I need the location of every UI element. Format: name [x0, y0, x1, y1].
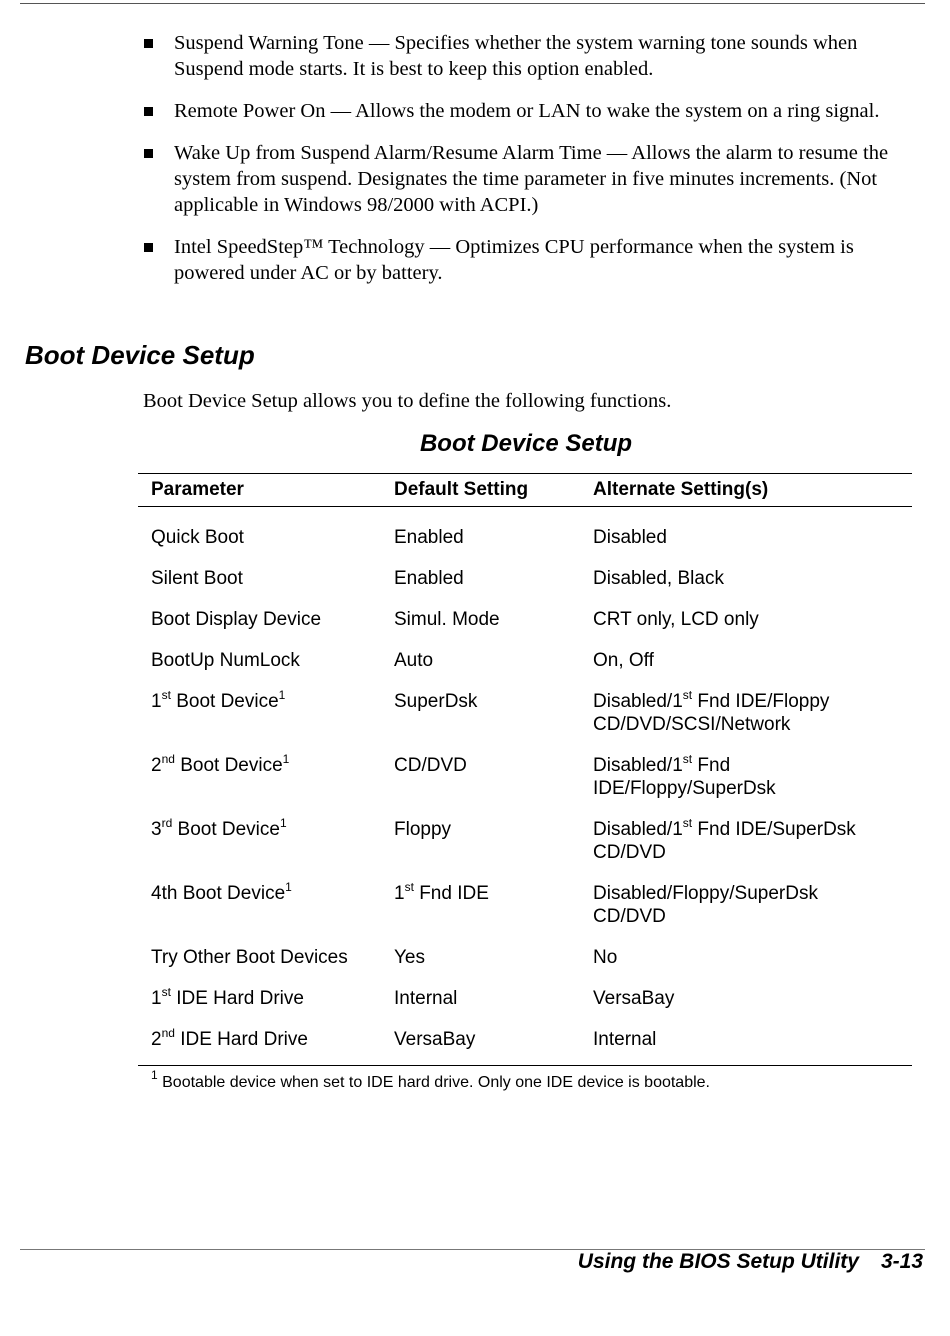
cell-default: Yes — [394, 947, 425, 968]
cell-parameter: Try Other Boot Devices — [151, 947, 348, 968]
cell-alternate: Disabled/1st Fnd IDE/SuperDsk CD/DVD — [593, 816, 856, 863]
footer-title: Using the BIOS Setup Utility — [577, 1250, 859, 1273]
cell-parameter: BootUp NumLock — [151, 650, 300, 671]
cell-default: Enabled — [394, 568, 464, 589]
cell-default: Simul. Mode — [394, 609, 500, 630]
bullet-item — [140, 234, 925, 286]
cell-alternate: CRT only, LCD only — [593, 609, 759, 630]
cell-alternate: VersaBay — [593, 988, 675, 1009]
boot-device-table — [138, 473, 912, 1092]
cell-default: VersaBay — [394, 1029, 476, 1050]
bullet-text: Remote Power On — Allows the modem or LAN to wake the system on a ring signal. — [174, 100, 880, 122]
bullet-text: Suspend Warning Tone — Specifies whether the system warning tone sounds when Suspend mode starts. It is best to keep this option enabled. — [174, 32, 858, 80]
parameter-table — [138, 473, 912, 1065]
cell-alternate: Disabled — [593, 527, 667, 548]
cell-alternate: On, Off — [593, 650, 654, 671]
cell-default: SuperDsk — [394, 691, 478, 712]
cell-alternate: Disabled/1st Fnd IDE/Floppy CD/DVD/SCSI/Network — [593, 688, 830, 735]
header-parameter: Parameter — [138, 474, 394, 507]
square-bullet-icon — [144, 149, 153, 158]
table-row — [138, 818, 912, 882]
table-row — [138, 649, 912, 690]
cell-parameter: Boot Display Device — [151, 609, 322, 630]
cell-default: Auto — [394, 650, 434, 671]
table-row — [138, 526, 912, 567]
square-bullet-icon — [144, 107, 153, 116]
table-header-row — [138, 474, 912, 507]
cell-parameter: 1st IDE Hard Drive — [151, 985, 304, 1009]
page-footer — [578, 1250, 923, 1274]
cell-parameter: 2nd Boot Device$^1$ — [151, 752, 290, 776]
table-row — [138, 1028, 912, 1065]
header-default: Default Setting — [394, 474, 593, 507]
cell-parameter: 2nd IDE Hard Drive — [151, 1026, 308, 1050]
bullet-text: Intel SpeedStep™ Technology — Optimizes CPU performance when the system is powered under AC or by battery. — [174, 236, 854, 284]
square-bullet-icon — [144, 39, 153, 48]
cell-default: Floppy — [394, 819, 452, 840]
cell-parameter: Quick Boot — [151, 527, 244, 548]
cell-default: Enabled — [394, 527, 464, 548]
square-bullet-icon — [144, 243, 153, 252]
section-heading: Boot Device Setup — [25, 340, 255, 370]
bullet-item — [140, 140, 925, 218]
section-intro: Boot Device Setup allows you to define the following functions. — [143, 390, 672, 412]
table-row — [138, 608, 912, 649]
table-bottom-rule — [138, 1065, 912, 1066]
header-alternate: Alternate Setting(s) — [593, 474, 912, 507]
bullet-item — [140, 30, 925, 82]
table-caption: Boot Device Setup — [419, 430, 633, 457]
page-number: 3-13 — [880, 1250, 923, 1273]
bullet-text: Wake Up from Suspend Alarm/Resume Alarm Time — Allows the alarm to resume the system from suspend. Designates the time parameter in five minutes increments. (Not applicable in Windows 98/2000 with ACPI.) — [174, 142, 889, 216]
cell-default: Internal — [394, 988, 458, 1009]
cell-parameter: 1st Boot Device$^1$ — [151, 688, 286, 712]
table-footnote: $^1$ Bootable device when set to IDE hard drive. Only one IDE device is bootable. — [151, 1068, 710, 1091]
feature-bullet-list — [140, 30, 925, 302]
table-row — [138, 690, 912, 754]
table-row — [138, 567, 912, 608]
cell-parameter: Silent Boot — [151, 568, 243, 589]
cell-parameter: 4th Boot Device$^1$ — [151, 880, 292, 904]
table-row — [138, 882, 912, 946]
table-row — [138, 946, 912, 987]
cell-default: 1st Fnd IDE — [394, 880, 489, 904]
cell-alternate: Internal — [593, 1029, 657, 1050]
cell-alternate: Disabled/Floppy/SuperDsk CD/DVD — [593, 883, 818, 927]
bullet-item — [140, 98, 925, 124]
cell-alternate: Disabled, Black — [593, 568, 724, 589]
cell-parameter: 3rd Boot Device$^1$ — [151, 816, 287, 840]
table-row — [138, 987, 912, 1028]
cell-alternate: No — [593, 947, 618, 968]
table-row — [138, 754, 912, 818]
top-rule — [20, 3, 925, 4]
cell-alternate: Disabled/1st Fnd IDE/Floppy/SuperDsk — [593, 752, 776, 799]
cell-default: CD/DVD — [394, 755, 467, 776]
